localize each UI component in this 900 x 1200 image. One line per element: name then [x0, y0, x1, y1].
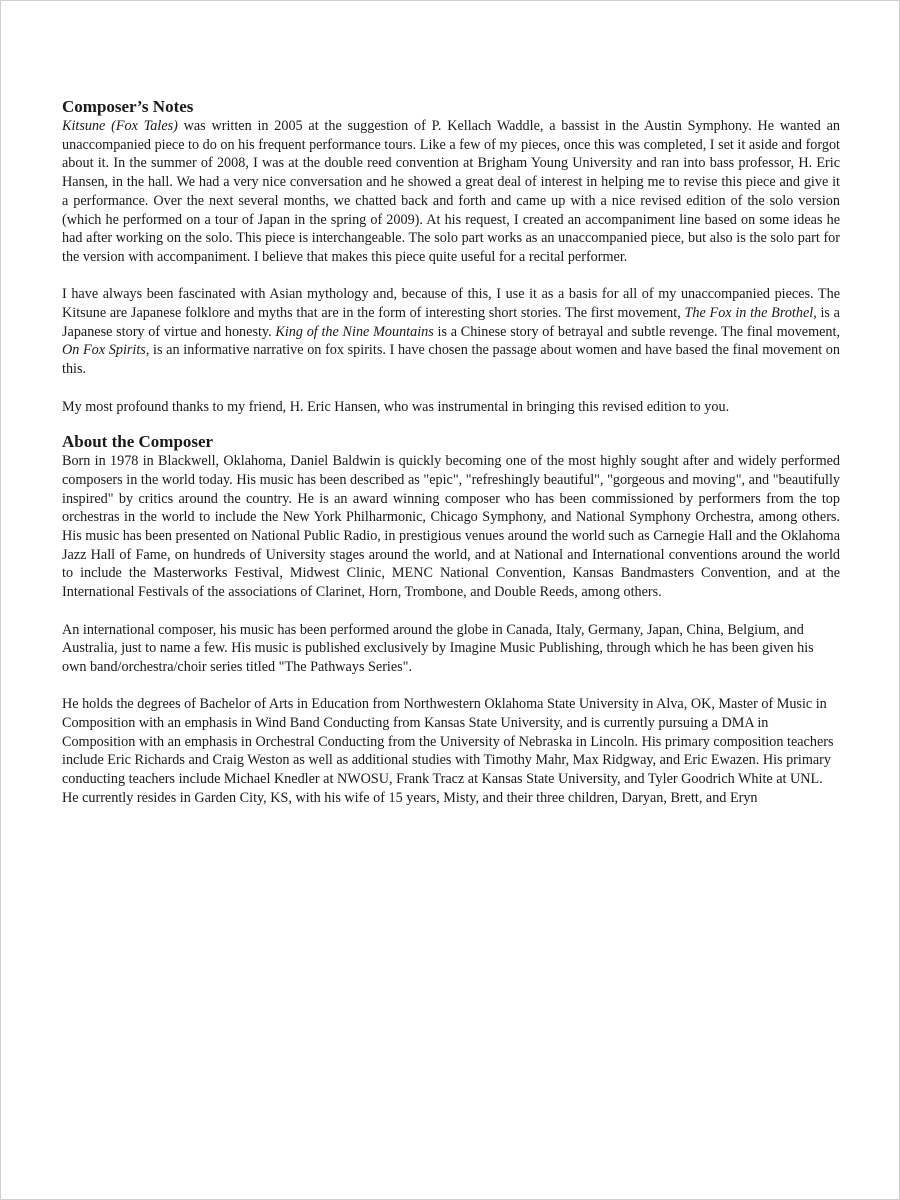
piece-title: Kitsune (Fox Tales) — [62, 118, 178, 134]
about-composer-heading: About the Composer — [62, 432, 214, 452]
page-content — [62, 97, 840, 808]
notes-paragraph-1: Kitsune (Fox Tales) was written in 2005 at the suggestion of P. Kellach Waddle, a bassist in the Austin Symphony. He wanted an unaccompanied piece to do on his frequent performance tours. Like a few of my pieces, once this was completed, I set it aside and forgot about it. In the summer of 2008, I was at the double reed convention at Brigham Young University and ran into bass professor, H. Eric Hansen, in the hall. We had a very nice conversation and he showed a great deal of interest in helping me to revise this piece and give it a performance. Over the next several months, we chatted back and forth and came up with a nice revised edition of the solo version (which he performed on a tour of Japan in the spring of 2009). At his request, I created an accompaniment line based on some ideas he had after working on the solo. This piece is interchangeable. The solo part works as an unaccompanied piece, but also is the solo part for the version with accompaniment. I believe that makes this piece quite useful for a recital performer. — [62, 118, 840, 265]
movement-title-2: King of the Nine Mountains — [275, 323, 434, 340]
movement-title-3: On Fox Spirits — [62, 342, 146, 359]
movement-title-1: The Fox in the Brothel — [684, 305, 814, 322]
about-paragraph-2: An international composer, his music has been performed around the globe in Canada, Italy, Germany, Japan, China, Belgium, and Australia, just to name a few. His music is published exclusively by Imagine Music Publishing, through which he has been given his own band/orchestra/choir series titled "The Pathways Series". — [62, 621, 814, 675]
notes-paragraph-3: My most profound thanks to my friend, H. Eric Hansen, who was instrumental in bringing this revised edition to you. — [62, 398, 730, 415]
about-paragraph-1: Born in 1978 in Blackwell, Oklahoma, Daniel Baldwin is quickly becoming one of the most highly sought after and widely performed composers in the world today. His music has been described as "epic", "refreshingly beautiful", "gorgeous and moving", and "beautifully inspired" by critics around the country. He is an award winning composer who has been commissioned by performers from the top orchestras in the world to include the New York Philharmonic, Chicago Symphony, and National Symphony Orchestra, among others. His music has been presented on National Public Radio, in prestigious venues around the world such as Carnegie Hall and the Oklahoma Jazz Hall of Fame, on hundreds of University stages around the world, and at National and International conventions around the world to include the Masterworks Festival, Midwest Clinic, MENC National Convention, Kansas Bandmasters Convention, and at the International Festivals of the associations of Clarinet, Horn, Trombone, and Double Reeds, among others. — [62, 453, 840, 601]
about-paragraph-3: He holds the degrees of Bachelor of Arts in Education from Northwestern Oklahoma State University in Alva, OK, Master of Music in Composition with an emphasis in Wind Band Conducting from Kansas State University, and is currently pursuing a DMA in Composition with an emphasis in Orchestral Conducting from the University of Nebraska in Lincoln. His primary composition teachers include Eric Richards and Craig Weston as well as additional studies with Timothy Mahr, Max Ridgway, and Eric Ewazen. His primary conducting teachers include Michael Knedler at NWOSU, Frank Tracz at Kansas State University, and Tyler Goodrich White at UNL. He currently resides in Garden City, KS, with his wife of 15 years, Misty, and their three children, Daryan, Brett, and Eryn — [62, 696, 834, 806]
composers-notes-heading: Composer’s Notes — [62, 97, 194, 116]
notes-paragraph-2: I have always been fascinated with Asian mythology and, because of this, I use it as a basis for all of my unaccompanied pieces. The Kitsune are Japanese folklore and myths that are in the form of interesting short stories. The first movement, The Fox in the Brothel, is a Japanese story of virtue and honesty. King of the Nine Mountains is a Chinese story of betrayal and subtle revenge. The final movement, On Fox Spirits, is an informative narrative on fox spirits. I have chosen the passage about women and have based the final movement on this. — [62, 286, 841, 378]
